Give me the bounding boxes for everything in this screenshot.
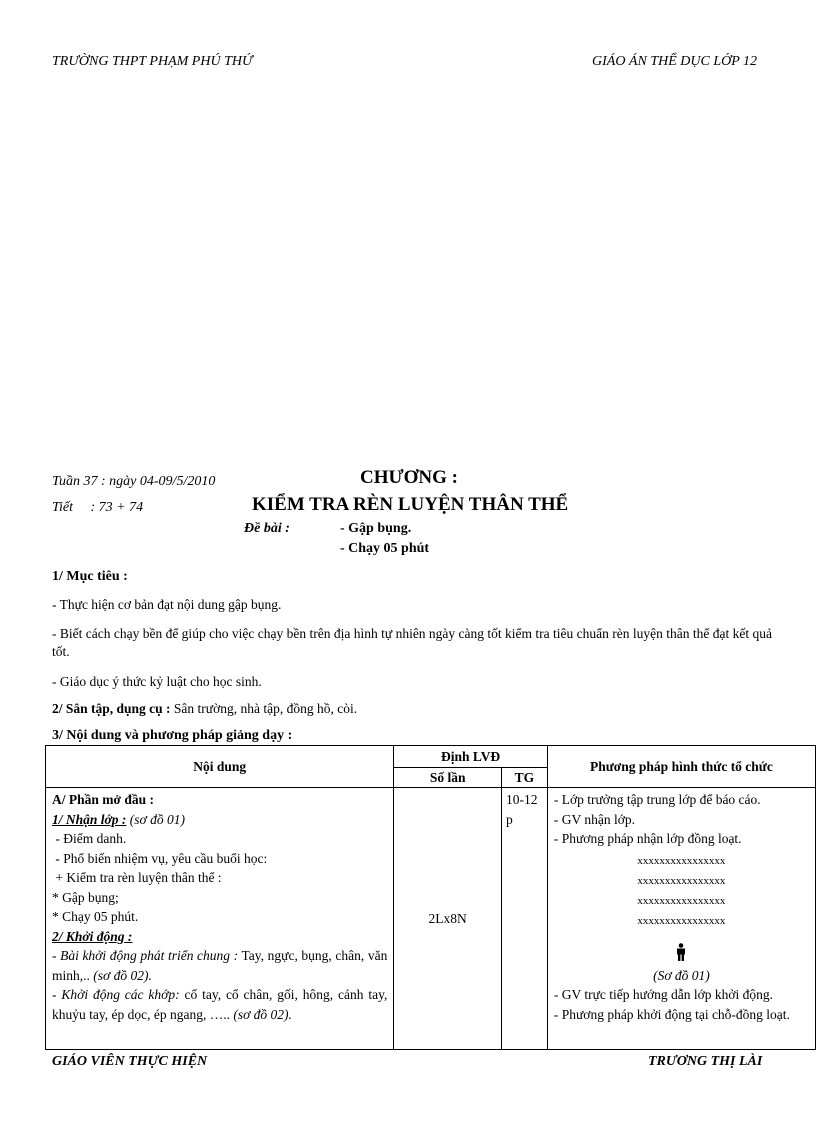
- warmup-joints-ref: (sơ đồ 02).: [229, 1006, 292, 1022]
- formation-row: xxxxxxxxxxxxxxxx: [637, 854, 726, 867]
- week-date: Tuần 37 : ngày 04-09/5/2010: [52, 474, 216, 489]
- list-item: + Kiểm tra rèn luyện thân thể :: [52, 870, 222, 885]
- warmup-general-label: - Bài khởi động phát triển chung :: [52, 948, 239, 963]
- list-item: - Phương pháp khởi động tại chỗ-đồng loạt.: [553, 1006, 790, 1022]
- method-cell: [547, 788, 815, 1050]
- content-cell: [46, 788, 394, 1050]
- warmup-joints-label: - Khởi động các khớp:: [52, 987, 180, 1002]
- lesson-table: [45, 745, 816, 1050]
- topic-item-2: - Chạy 05 phút: [340, 541, 430, 556]
- list-item: - Phương pháp nhận lớp đồng loạt.: [553, 831, 742, 846]
- formation-diagram: [554, 851, 809, 931]
- footer-teacher-label: GIÁO VIÊN THỰC HIỆN: [52, 1054, 208, 1069]
- formation-row: xxxxxxxxxxxxxxxx: [637, 894, 726, 907]
- list-item: * Chạy 05 phút.: [52, 909, 139, 924]
- school-name: TRƯỜNG THPT PHẠM PHÚ THỨ: [52, 54, 253, 69]
- objective-item: - Biết cách chạy bền để giúp cho việc chạy bền trên địa hình tự nhiên ngày càng tốt kiểm tra tiêu chuẩn rèn luyện thân thể đạt kết quả tốt.: [52, 626, 772, 659]
- warmup-joints-text: cổ tay, cổ chân, gối, hông, cánh tay, khuỷu tay, ép dọc, ép ngang, …..: [52, 987, 388, 1022]
- topic-label: Đề bài :: [244, 521, 290, 536]
- reps-value: 2Lx8N: [428, 910, 467, 926]
- item2-title: 2/ Khởi động :: [52, 928, 133, 944]
- chapter-title: KIỂM TRA RÈN LUYỆN THÂN THỂ: [252, 494, 569, 515]
- diagram-caption: (Sơ đồ 01): [653, 967, 710, 983]
- header-content: Nội dung: [46, 746, 394, 788]
- section-equipment: [52, 701, 357, 717]
- list-item: - Phổ biến nhiệm vụ, yêu cầu buổi học:: [52, 850, 268, 866]
- topic-item-1: - Gập bụng.: [340, 521, 412, 536]
- part-title: A/ Phần mở đầu :: [52, 792, 154, 807]
- person-icon: [675, 943, 687, 961]
- list-item: - Điểm danh.: [52, 831, 127, 846]
- section-equipment-text: Sân trường, nhà tập, đồng hồ, còi.: [170, 701, 358, 716]
- section-content-title: 3/ Nội dung và phương pháp giảng dạy :: [52, 728, 293, 743]
- list-item: - Lớp trưởng tập trung lớp để báo cáo.: [553, 792, 761, 807]
- objective-item: - Giáo dục ý thức kỷ luật cho học sinh.: [52, 674, 262, 689]
- warmup-general-ref: (sơ đồ 02).: [89, 967, 152, 983]
- time-cell: [502, 788, 548, 1050]
- section-equipment-title: 2/ Sân tập, dụng cụ :: [52, 701, 171, 716]
- section-objectives-title: 1/ Mục tiêu :: [52, 569, 128, 584]
- formation-row: xxxxxxxxxxxxxxxx: [637, 874, 726, 887]
- chapter-label: CHƯƠNG :: [360, 467, 458, 488]
- item1-title: 1/ Nhận lớp :: [52, 811, 127, 827]
- warmup-general-text: Tay, ngực, bụng, chân, văn minh,..: [52, 948, 388, 983]
- header-dose: Định LVĐ: [394, 746, 548, 768]
- period-number: Tiết : 73 + 74: [52, 500, 144, 515]
- item1-ref: (sơ đồ 01): [126, 811, 185, 827]
- subject-title: GIÁO ÁN THỂ DỤC LỚP 12: [592, 54, 758, 69]
- list-item: - GV nhận lớp.: [553, 811, 635, 827]
- warmup-general: [52, 946, 387, 985]
- header-time: TG: [502, 768, 548, 788]
- formation-row: xxxxxxxxxxxxxxxx: [637, 914, 726, 927]
- teacher-figure: [554, 943, 809, 966]
- list-item: - GV trực tiếp hướng dẫn lớp khởi động.: [553, 987, 774, 1002]
- list-item: * Gập bụng;: [52, 889, 119, 905]
- time-value: 10-12p: [506, 792, 538, 827]
- reps-cell: [394, 788, 502, 1050]
- header-method: Phương pháp hình thức tổ chức: [547, 746, 815, 788]
- item1-heading: [52, 810, 387, 830]
- objective-item: - Thực hiện cơ bản đạt nội dung gập bụng.: [52, 597, 282, 612]
- header-reps: Số lần: [394, 768, 502, 788]
- warmup-joints: [52, 985, 387, 1024]
- footer-teacher-name: TRƯƠNG THỊ LÀI: [648, 1054, 763, 1069]
